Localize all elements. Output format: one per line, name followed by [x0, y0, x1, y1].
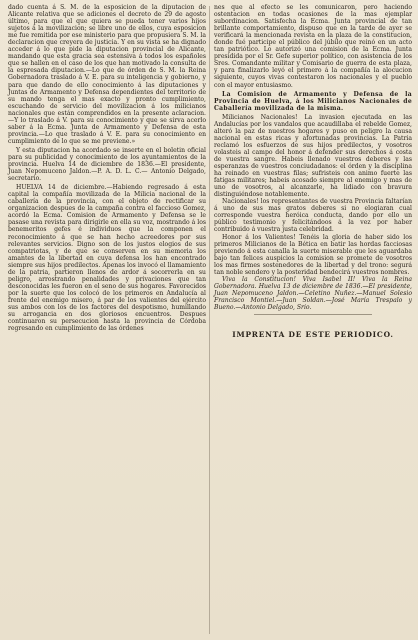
- right-column: [214, 4, 412, 338]
- nacionales-paragraph: Nacionales! los representantes de vuestra Provincia faltarían á uno de sus mas gratos deberes si no elogiaran cual corresponde vuestra heróica conducta, dando por ello un público testimonio y felicitándoos á la vez por haber contribuido á vuestra justa celebridad.: [214, 198, 412, 234]
- rule-divider: [254, 314, 372, 315]
- honor-paragraph: Honor á los Valientes! Tenéis la gloria de haber sido los primeros Milicianos de la Bética en batir las hordas facciosas previendo á esta canalla la suerte miserable que les aguardaba bajo tan felices auspicios la comision se promete de vosotros los mas firmes sostenedores de la libertad y del trono: segurá tan noble sendero y la posteridad bendecirá vuestros nombres.: [214, 233, 412, 276]
- huelva-news-paragraph: HUELVA 14 de diciembre.—Habiendo regresado á esta capital la compañía movilizada de la Milicia nacional de la caballería de la provincia, con el objeto de rectificar su organizacion despues de la campaña contra el faccioso Gomez, acordó la Ecma. Comision de Armamento y Defensa se le pasase una revista para dirigirle en ella su voz, mostrando á los benemeritos gefes é individuos que la componen el reconocimiento á que se han hecho acreedores por sus relevantes servicios. Digno son de los justos elogios de sus compatriotas, y de que se conserven en su memoria los amantes de la libertad en cuya defensa los han encontrado siempre sus hijos predilectos. Apenas los invocó el llamamiento de la patria, partieron llenos de ardor á socorrerla en su peligro, arrostrando penalidades y privaciones que tan desconocidas les fueron en el seno de sus hogares. Favorecidos por la suerte que los colocó de los primeros en Andalucía al frente del enemigo misero, á par de los valientes del ejército sus ambos con los de los factores del despotismo, humillando su arrogancia en dos gloriosos encuentros. Despues continuaron su persecucion hasta la provincia de Córdoba regresando en cumplimiento de las órdenes: [8, 184, 206, 333]
- revista-paragraph: nes que al efecto se les comunicaron, pero haciendo ostentacion en todas ocasiones de la mas ejemplar subordinacion. Satisfecha la Ecma. Junta provincial de tan brillante comportamiento, dispuso que en la tarde de ayer se verificará la mencionada revista en la plaza de la constitucion, donde fué participe el público del júbilo que reinó en un acto tan patriótico. Lo autorizó una comision de la Ecma. Junta presidida por el Sr. Gefe superior político, con asistencia de los Sres. Comandante militar y Comisario de guerra de esta plaza, y para finalizarlo leyó el primero á la compañía la alocucion siguiente, cuyos vivas contestaron los nacionales y el pueblo con el mayor entusiasmo.: [214, 4, 412, 89]
- address-heading: La Comision de Armamento y Defensa de la Provincia de Huelva, á los Milicianos Nacionales de Caballería movilizada de la misma.: [214, 90, 412, 112]
- milicianos-paragraph: Milicianos Nacionales! La invasion ejecutada en las Andalucías por los vandalos que acaudillaba el rebelde Gomez, alteró la paz de nuestros hogares y puso en peligro la causa nacional en estas ricas y afortunadas provincias. La Patria reclamó los esfuerzos de sus hijos predilectos, y vosotros volasteis al campo del honor á defender sus derechos á costa de vuestra sangre. Habeis llenado vuestros deberes y las esperanzas de vuestros conciudadanos: el órden y la disciplina ha reinado en vuestras filas; sufristeis con animo fuerte las fatigas militares; habeis acosado siempre al enemigo y mas de uno de vosotros, al alcanzarle, ha lidiado con bravura distinguiéndose notablemente.: [214, 113, 412, 199]
- diputacion-paragraph: Y esta diputacion ha acordado se inserte en el boletin oficial para su publicidad y conocimiento de los ayuntamientos de la provincia. Huelva 14 de diciembre de 1836.—El presidente, Juan Nepomuceno Jaldon.—P. A. D. L. C.— Antonio Delgado, secretario.: [8, 146, 206, 183]
- signatures-paragraph: Viva la Constitucion! Viva Isabel II! Viva la Reina Gobernadora. Huelva 13 de diciembre de 1836.—El presidente, Juan Nepomuceno Jaldon.—Celetino Nuñez.—Manuel Solesio Francisco Montiel.—Juan Soldan.—José María Trespalo y Bueno.—Antonio Delgado, Srio.: [214, 275, 412, 311]
- decree-paragraph: dado cuenta á S. M. de la esposicion de la diputacion de Alicante relativa que se adiciones el decreto de 29 de agosto último, para que el que quiera se pueda tener varios hijos sujetos á la movilizacion; se libre uno de ellos, cuya esposicion me fue remitida por ese ministerio para que propusiera S. M. la declaracion que creyera de justicia. Y en su vista se ha dignado acceder á lo que pide la diputacion provincial de Alicante, mandando que esta gracia sea estensiva á todos los españoles que se hallen en el caso de los que han motivado la consulta de la espresada diputacion.—Lo que de órden de S. M. la Reina Gobernadora traslado á V. E. para su inteligencia y gobierno, y para que dando de ello conocimiento á las diputaciones y Juntas de Armamento y Defensa dependientes del territorio de su mando tenga el mas exacto y pronto cumplimiento, escuchando de servicio del movilizacion á los milicianos nacionales que están comprendidos en la presente aclaracion.—Y lo traslado á V. para su conocimiento y que se sirva acerlo saber á la Ecma. Junta de Armamento y Defensa de esta provincia.—Lo que traslado á V. E. para su conocimiento en cumplimiento de lo que se me previene.»: [8, 4, 206, 145]
- printer-imprint: IMPRENTA DE ESTE PERIODICO.: [232, 330, 394, 340]
- column-divider: [209, 6, 210, 634]
- left-column: [8, 4, 206, 332]
